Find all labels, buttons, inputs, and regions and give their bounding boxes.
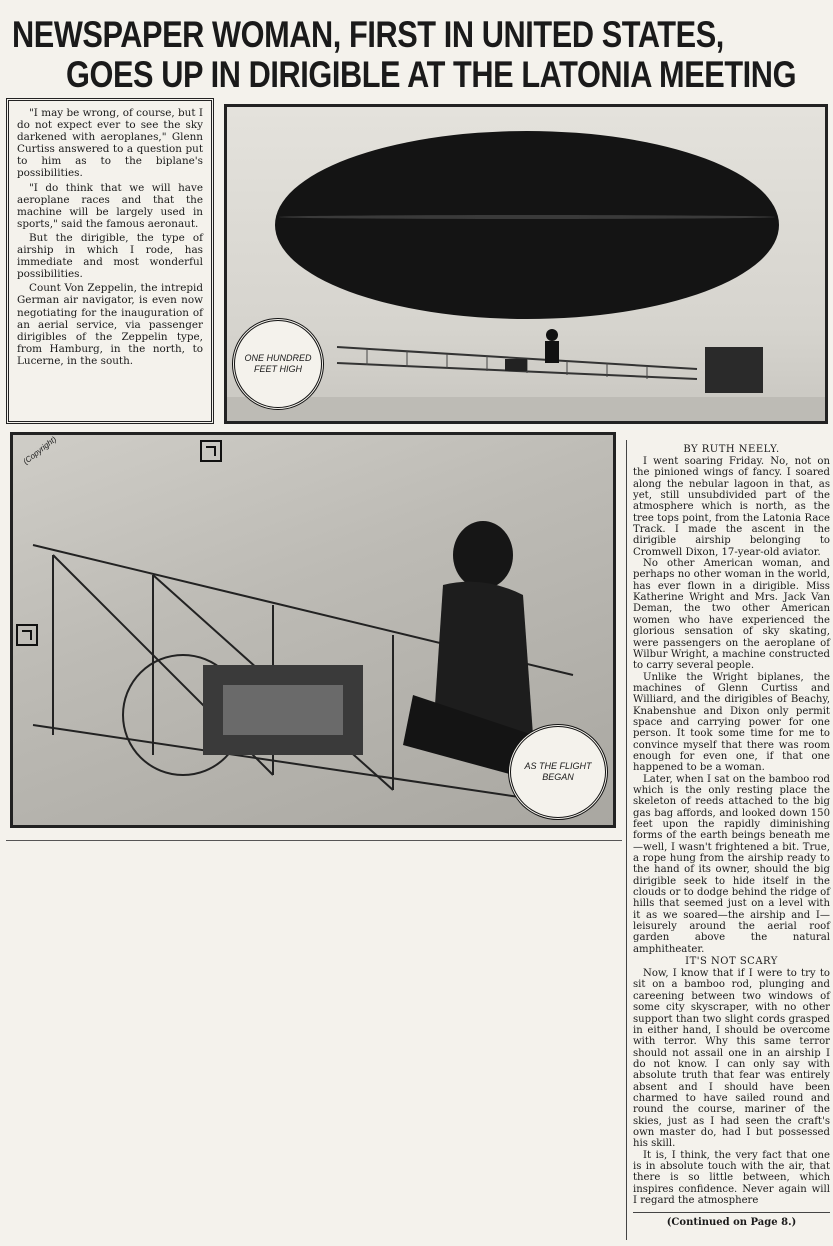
sidebar-paragraph: But the dirigible, the type of airship in which I rode, has immediate and most wonderful possibilities. [17, 231, 203, 281]
border-ornament [200, 440, 222, 462]
sidebar-box [6, 98, 214, 424]
article-paragraph: Unlike the Wright biplanes, the machines of Glenn Curtiss and Williard, and the dirigibles of Beachy, Knabenshue and Dixon only permit space and carrying power for one person. It took some time for me to convince myself that there was room enough for even one, if that one happened to be a woman. [633, 671, 830, 774]
article-column [626, 440, 830, 1240]
sidebar-paragraph: "I may be wrong, of course, but I do not expect ever to see the sky darkened with aeroplanes," Glenn Curtiss answered to a question put to him as to the biplane's possibilities. [17, 107, 203, 180]
border-ornament [16, 624, 38, 646]
article-subhead: IT'S NOT SCARY [685, 956, 778, 968]
article-paragraph: Now, I know that if I were to try to sit on a bamboo rod, plunging and careening between two windows of some city skyscraper, with no other support than two slight cords grasped in either hand, I should be overcome with terror. Why this same terror should not assail one in an airship I do not know. I can only say with absolute truth that fear was entirely absent and I should have been charmed to have sailed round and round the course, mariner of the skies, just as I had seen the craft's own master do, had I but possessed his skill. [633, 968, 830, 1150]
headline-line-2: GOES UP IN DIRIGIBLE AT THE LATONIA MEETING [66, 54, 797, 95]
article-paragraph: I went soaring Friday. No, not on the pinioned wings of fancy. I soared along the nebular lagoon in that, as yet, still unsubdivided part of the atmosphere which is north, as the tree tops point, from the Latonia Race Track. I made the ascent in the dirigible airship belonging to Cromwell Dixon, 17-year-old aviator. [633, 456, 830, 558]
continued-notice: (Continued on Page 8.) [633, 1212, 830, 1228]
article-paragraph: It is, I think, the very fact that one is in absolute touch with the air, that there is so little between, which inspires confidence. Never again will I regard the atmosphere [633, 1149, 830, 1206]
sidebar-paragraph: Count Von Zeppelin, the intrepid German air navigator, is even now negotiating for the inauguration of an aerial service, via passenger dirigibles of the Zeppelin type, from Hamburg, in the north, to Lucerne, in the south. [17, 282, 203, 367]
byline: BY RUTH NEELY. [683, 444, 780, 455]
article-paragraph: No other American woman, and perhaps no other woman in the world, has ever flown in a dirigible. Miss Katherine Wright and Mrs. Jack Van Deman, the two other American women who have experienced the glorious sensation of sky skating, were passengers on the aeroplane of Wilbur Wright, a machine constructed to carry several people. [633, 558, 830, 672]
photo-caption-one-hundred-feet: ONE HUNDRED FEET HIGH [232, 318, 324, 410]
headline-line-1: NEWSPAPER WOMAN, FIRST IN UNITED STATES, [12, 14, 724, 55]
photo-caption-flight-began: AS THE FLIGHT BEGAN [508, 724, 608, 820]
sidebar-paragraph: "I do think that we will have aeroplane races and that the machine will be largely used in sports," said the famous aeronaut. [17, 181, 203, 230]
column-divider [6, 840, 622, 841]
article-paragraph: Later, when I sat on the bamboo rod which is the only resting place the skeleton of reeds attached to the big gas bag affords, and looked down 150 feet upon the rapidly diminishing forms of the earth beings beneath me—well, I wasn't frightened a bit. True, a rope hung from the airship ready to the hand of its owner, should the big dirigible seek to hide itself in the clouds or to dodge behind the ridge of hills that seemed just on a level with it as we soared—the airship and I—leisurely around the aerial roof garden above the natural amphitheater. [633, 773, 830, 955]
photo-credit: (Copyright) [21, 434, 59, 467]
